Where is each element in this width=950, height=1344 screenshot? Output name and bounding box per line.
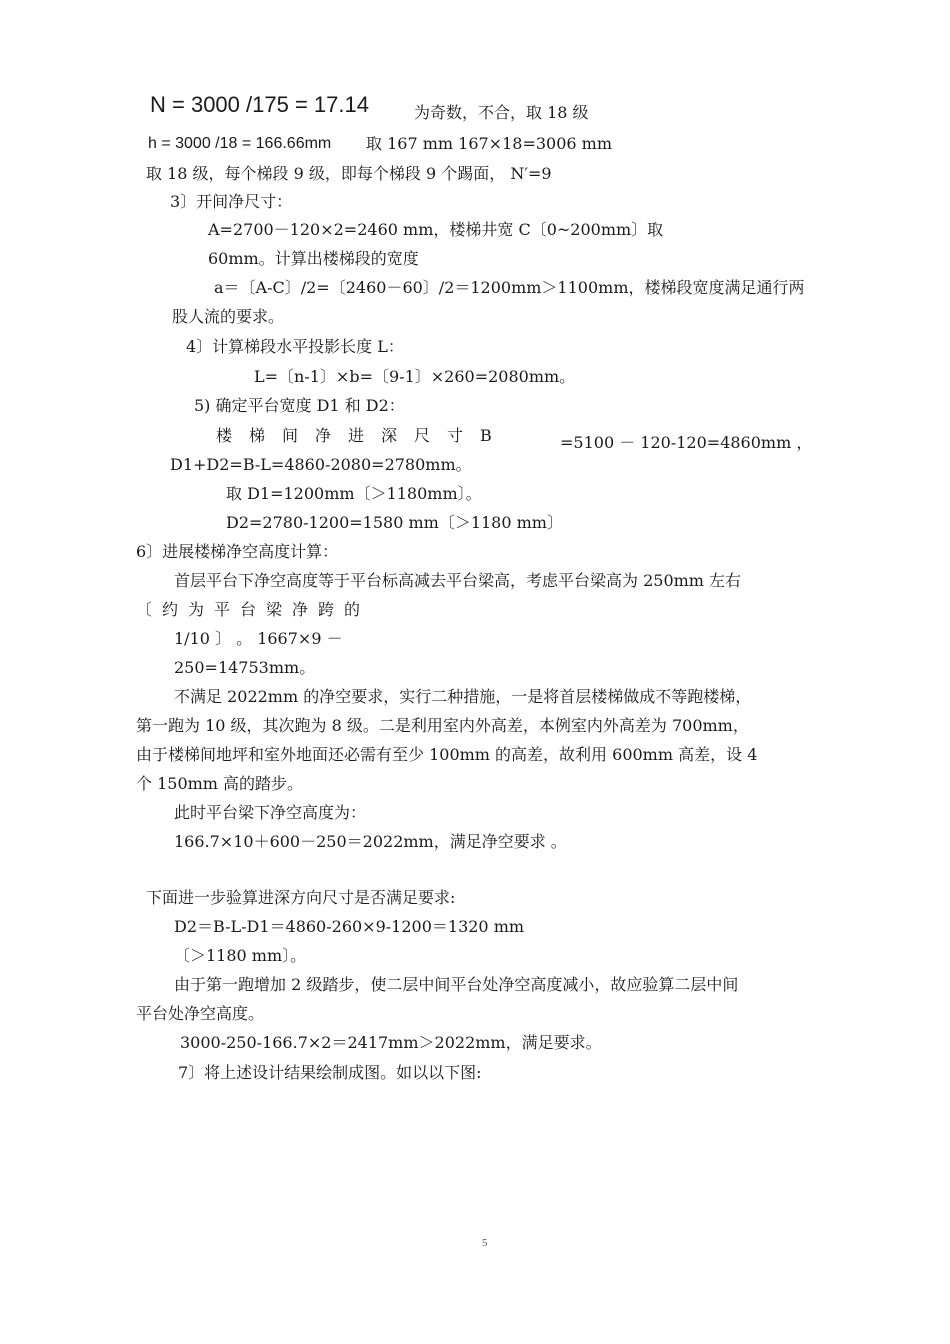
text-line-13: D1+D2=B-L=4860-2080=2780mm。 — [170, 455, 472, 474]
section-heading-3: 3〕开间净尺寸： — [170, 192, 293, 211]
text-line-12b: =5100 － 120-120=4860mm ， — [560, 433, 813, 452]
text-line-1: 为奇数，不合，取 18 级 — [414, 103, 589, 122]
section-heading-4: 4〕计算梯段水平投影长度 L： — [186, 337, 404, 356]
text-line-29: 〔＞1180 mm〕。 — [174, 946, 307, 965]
text-line-3: 取 18 级，每个梯段 9 级，即每个梯段 9 个踢面， N′=9 — [146, 164, 552, 183]
text-line-14: 取 D1=1200mm〔＞1180mm〕。 — [226, 484, 482, 503]
text-line-12a: 楼梯间净进深尺寸B — [216, 426, 509, 445]
text-line-18: 〔约为平台梁净跨的 — [136, 600, 371, 619]
page-number: 5 — [482, 1237, 488, 1249]
text-line-17: 首层平台下净空高度等于平台标高减去平台梁高，考虑平台梁高为 250mm 左右 — [174, 571, 742, 590]
formula-h: h = 3000 /18 = 166.66mm — [148, 135, 332, 152]
formula-n: N = 3000 /175 = 17.14 — [150, 92, 369, 117]
section-heading-7: 7〕将上述设计结果绘制成图。如以以下图: — [178, 1063, 482, 1082]
text-line-5: A=2700－120×2=2460 mm，楼梯井宽 C〔0~200mm〕取 — [208, 220, 664, 239]
text-line-27: 下面进一步验算进深方向尺寸是否满足要求: — [146, 888, 456, 907]
text-line-25: 此时平台梁下净空高度为： — [174, 803, 367, 822]
text-line-2: 取 167 mm 167×18=3006 mm — [366, 134, 613, 153]
text-line-24: 个 150mm 高的踏步。 — [136, 774, 304, 793]
text-line-6: 60mm。计算出楼梯段的宽度 — [208, 249, 419, 268]
text-line-28: D2＝B-L-D1＝4860-260×9-1200＝1320 mm — [174, 917, 525, 936]
section-heading-6: 6〕进展楼梯净空高度计算： — [136, 542, 339, 561]
text-line-8: 股人流的要求。 — [172, 307, 285, 326]
text-line-31: 平台处净空高度。 — [136, 1004, 265, 1023]
text-line-30: 由于第一跑增加 2 级踏步，使二层中间平台处净空高度减小，故应验算二层中间 — [174, 975, 739, 994]
text-line-21: 不满足 2022mm 的净空要求，实行二种措施，一是将首层楼梯做成不等跑楼梯， — [174, 687, 752, 706]
text-line-20: 250=14753mm。 — [174, 658, 316, 677]
text-line-32: 3000-250-166.7×2＝2417mm＞2022mm，满足要求。 — [180, 1033, 602, 1052]
section-heading-5: 5) 确定平台宽度 D1 和 D2： — [194, 396, 405, 415]
text-line-22: 第一跑为 10 级，其次跑为 8 级。二是利用室内外高差，本例室内外高差为 700mm， — [136, 716, 749, 735]
text-line-15: D2=2780-1200=1580 mm〔＞1180 mm〕 — [226, 513, 563, 532]
text-line-7: a＝〔A-C〕/2=〔2460－60〕/2＝1200mm＞1100mm，楼梯段宽度满足通行两 — [214, 278, 805, 297]
text-line-26: 166.7×10＋600－250＝2022mm，满足净空要求 。 — [174, 832, 567, 851]
text-line-23: 由于楼梯间地坪和室外地面还必需有至少 100mm 的高差，故利用 600mm 高差，设 4 — [136, 745, 758, 764]
text-line-19: 1/10 〕 。 1667×9 － — [174, 629, 343, 648]
text-line-10: L=〔n-1〕×b=〔9-1〕×260=2080mm。 — [254, 367, 576, 386]
